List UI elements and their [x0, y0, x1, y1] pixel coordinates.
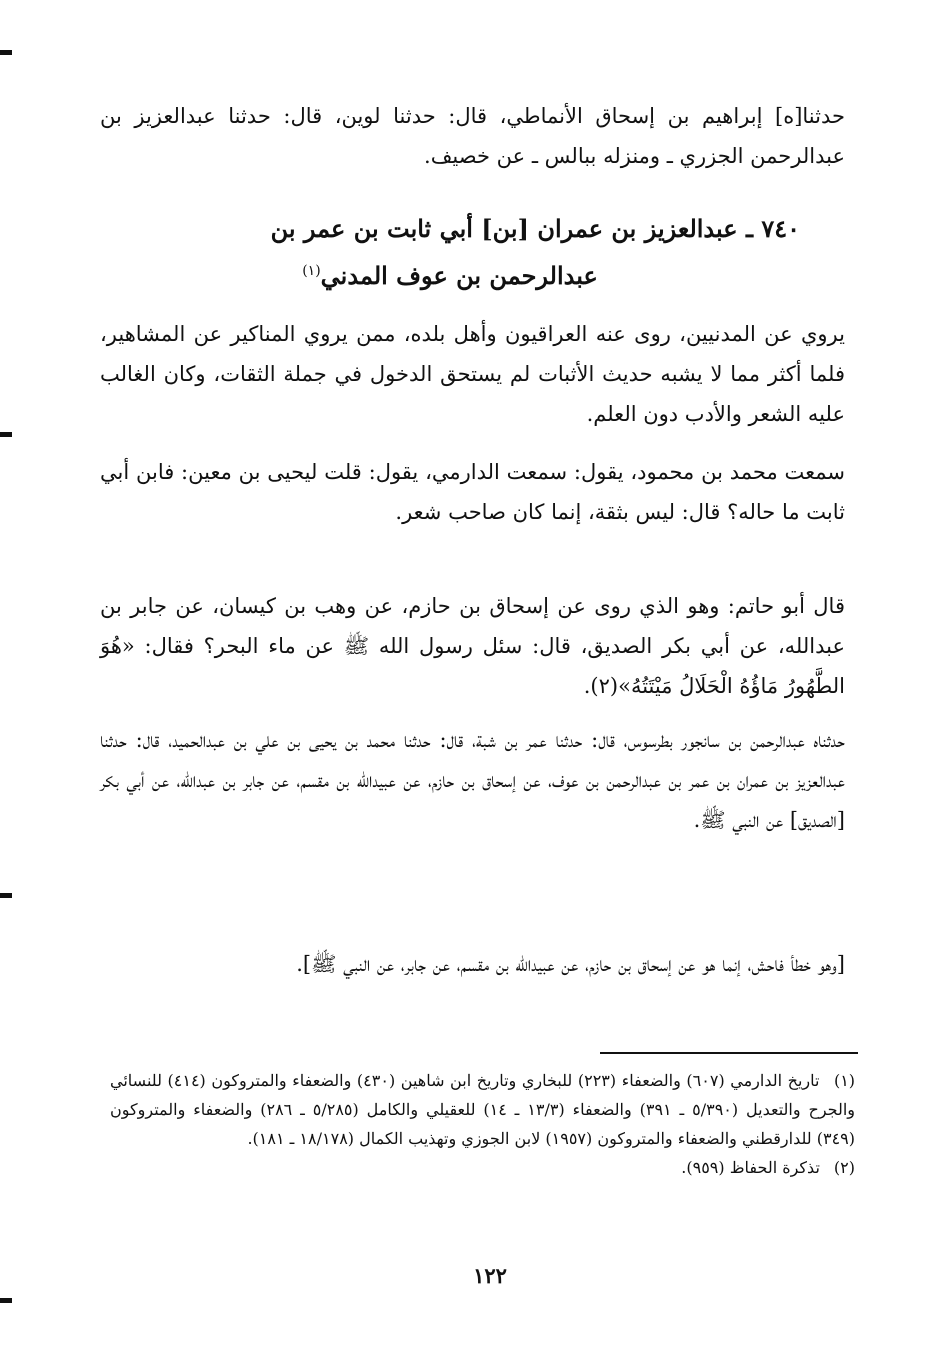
- footnote-divider: [600, 1052, 858, 1054]
- paragraph-isnad-2: حدثناه عبدالرحمن بن سانجور بطرسوس، قال: حدثنا عمر بن شبة، قال: حدثنا محمد بن يحيى بن علي بن عبدالحميد، قال: حدثنا عبدالعزيز بن عمران بن عمر بن عبدالرحمن بن عوف، عن إسحاق بن حازم، عن عبيدالله بن مقسم، عن جابر بن عبدالله، عن أبي بكر [الصديق] عن النبي ﷺ.: [100, 728, 845, 832]
- footnote-2-number: (٢): [833, 1158, 855, 1177]
- scan-margin-mark: [0, 50, 12, 55]
- heading-name: عبدالرحمن بن عوف المدني: [320, 261, 598, 290]
- paragraph-biography: يروي عن المدنيين، روى عنه العراقيون وأهل بلده، ممن يروي المناكير عن المشاهير، فلما أكثر مما لا يشبه حديث الأثبات لم يستحق الدخول في جملة الثقات، وكان الغالب عليه الشعر والأدب دون العلم.: [100, 322, 846, 426]
- scan-margin-mark: [0, 893, 12, 898]
- footnote-1-text: تاريخ الدارمي (٦٠٧) والضعفاء (٢٢٣) للبخاري وتاريخ ابن شاهين (٤٣٠) والضعفاء والمتروكون (٤١٤) للنسائي والجرح والتعديل (٥/٣٩٠ ـ ٣٩١) والضعفاء (١٣/٣ ـ ١٤) للعقيلي والكامل (٥/٢٨٥ ـ ٢٨٦) والضعفاء والمتروكون (٣٤٩) للدارقطني والضعفاء والمتروكون (١٩٥٧) لابن الجوزي وتهذيب الكمال (١٨/١٧٨ ـ ١٨١).: [110, 1071, 856, 1148]
- paragraph-ibn-main-quote: سمعت محمد بن محمود، يقول: سمعت الدارمي، يقول: قلت ليحيى بن معين: فابن أبي ثابت ما حاله؟ قال: ليس بثقة، إنما كان صاحب شعر.: [100, 460, 845, 524]
- entry-heading: [100, 208, 800, 297]
- footnote-1: [110, 1066, 855, 1153]
- footnotes: [110, 1066, 855, 1182]
- footnote-1-number: (١): [833, 1071, 856, 1090]
- page-number: ١٢٢: [473, 1263, 507, 1288]
- heading-line-1: ٧٤٠ ـ عبدالعزيز بن عمران [بن] أبي ثابت بن عمر بن: [270, 214, 800, 243]
- footnote-2: [110, 1153, 855, 1182]
- scan-margin-mark: [0, 1298, 12, 1303]
- heading-line-2: [100, 250, 800, 297]
- footnote-2-text: تذكرة الحفاظ (٩٥٩).: [681, 1158, 820, 1177]
- heading-footnote-ref: (١): [302, 263, 321, 279]
- paragraph-abu-hatim: قال أبو حاتم: وهو الذي روى عن إسحاق بن حازم، عن وهب بن كيسان، عن جابر بن عبدالله، عن أبي بكر الصديق، قال: سئل رسول الله ﷺ عن ماء البحر؟ فقال: «هُوَ الطَّهُورُ مَاؤُهُ الْحَلَالُ مَيْتَتُهُ»(٢).: [100, 594, 845, 698]
- paragraph-isnad: حدثنا[ه] إبراهيم بن إسحاق الأنماطي، قال: حدثنا لوين، قال: حدثنا عبدالعزيز بن عبدالرحمن الجزري ـ ومنزله ببالس ـ عن خصيف.: [100, 104, 845, 168]
- paragraph-editor-note: [وهو خطأ فاحش، إنما هو عن إسحاق بن حازم، عن عبيدالله بن مقسم، عن جابر، عن النبي ﷺ].: [296, 952, 845, 976]
- scan-margin-mark: [0, 432, 12, 437]
